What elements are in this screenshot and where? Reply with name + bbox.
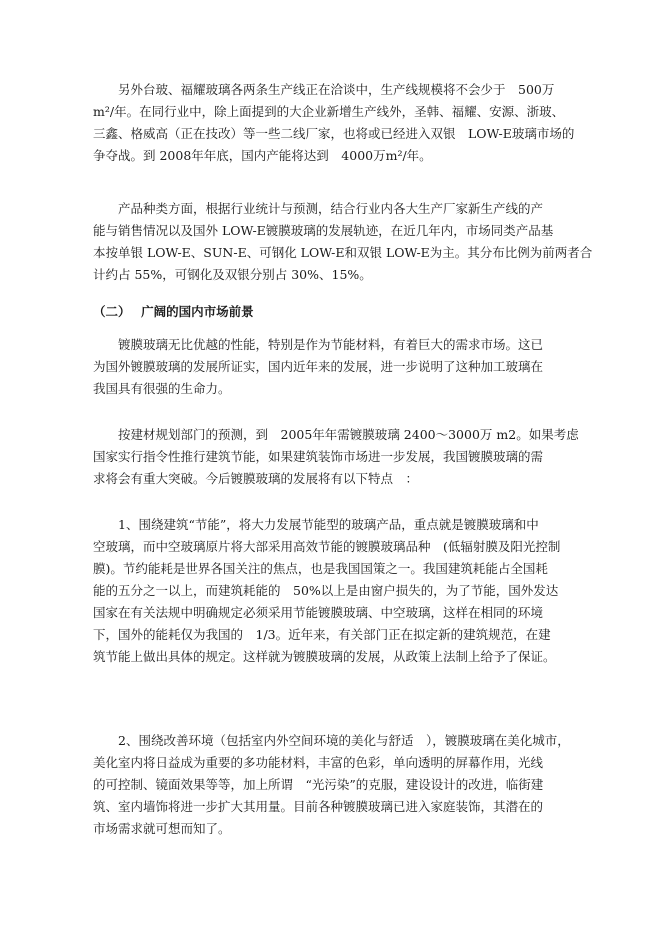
text-line: 1、围绕建筑“节能”，将大力发展节能型的玻璃产品，重点就是镀膜玻璃和中	[93, 517, 539, 532]
text-line: 能与销售情况以及国外 LOW-E镀膜玻璃的发展轨迹，在近几年内，市场同类产品基	[93, 223, 554, 238]
text-line: 另外台玻、福耀玻璃各两条生产线正在洽谈中，生产线规模将不会少于 500万	[93, 82, 555, 97]
text-line: 求将会有重大突破。今后镀膜玻璃的发展将有以下特点 ：	[93, 471, 419, 486]
text-line: 下，国外的能耗仅为我国的 1/3。近年来，有关部门正在拟定新的建筑规范，在建	[93, 627, 551, 642]
text-line: 美化室内将日益成为重要的多功能材料，丰富的色彩，单向透明的屏幕作用，光线	[93, 755, 544, 770]
text-line: 按建材规划部门的预测，到 2005年年需镀膜玻璃 2400～3000万 m2。如果考虑	[93, 427, 579, 442]
text-line: 我国具有很强的生命力。	[93, 381, 231, 396]
text-line: m²/年。在同行业中，除上面提到的大企业新增生产线外，圣韩、福耀、安源、浙玻、	[93, 104, 565, 119]
text-line: 三鑫、格威高（正在技改）等一些二线厂家，也将或已经进入双银 LOW-E玻璃市场的	[93, 126, 575, 141]
text-line: 国家实行指令性推行建筑节能，如果建筑装饰市场进一步发展，我国镀膜玻璃的需	[93, 449, 544, 464]
text-line: 镀膜玻璃无比优越的性能，特别是作为节能材料，有着巨大的需求市场。这已	[93, 337, 544, 352]
text-line: 筑节能上做出具体的规定。这样就为镀膜玻璃的发展，从政策上法制上给予了保证。	[93, 649, 556, 664]
text-line: 市场需求就可想而知了。	[93, 821, 231, 836]
section-heading: （二） 广阔的国内市场前景	[93, 304, 254, 319]
text-line: 国家在有关法规中明确规定必须采用节能镀膜玻璃、中空玻璃，这样在相同的环境	[93, 605, 544, 620]
text-line: 空玻璃，而中空玻璃原片将大部采用高效节能的镀膜玻璃品种 (低辐射膜及阳光控制	[93, 539, 561, 554]
text-line: 膜)。节约能耗是世界各国关注的焦点，也是我国国策之一。我国建筑耗能占全国耗	[93, 561, 548, 576]
text-line: 筑、室内墙饰将进一步扩大其用量。目前各种镀膜玻璃已进入家庭装饰，其潜在的	[93, 799, 544, 814]
text-line: 为国外镀膜玻璃的发展所证实，国内近年来的发展，进一步说明了这种加工玻璃在	[93, 359, 544, 374]
text-line: 本按单银 LOW-E、SUN-E、可钢化 LOW-E和双银 LOW-E为主。其分布比例为前两者合	[93, 245, 593, 260]
text-line: 计约占 55%，可钢化及双银分别占 30%、15%。	[93, 267, 372, 282]
text-line: 能的五分之一以上，而建筑耗能的 50%以上是由窗户损失的，为了节能，国外发达	[93, 583, 559, 598]
text-line: 产品种类方面，根据行业统计与预测，结合行业内各大生产厂家新生产线的产	[93, 201, 544, 216]
text-line: 的可控制、镜面效果等等，加上所谓 “光污染”的克服，建设设计的改进，临街建	[93, 777, 544, 792]
text-line: 2、围绕改善环境（包括室内外空间环境的美化与舒适 ），镀膜玻璃在美化城市，	[93, 733, 570, 748]
text-line: 争夺战。到 2008年年底，国内产能将达到 4000万m²/年。	[93, 148, 432, 163]
